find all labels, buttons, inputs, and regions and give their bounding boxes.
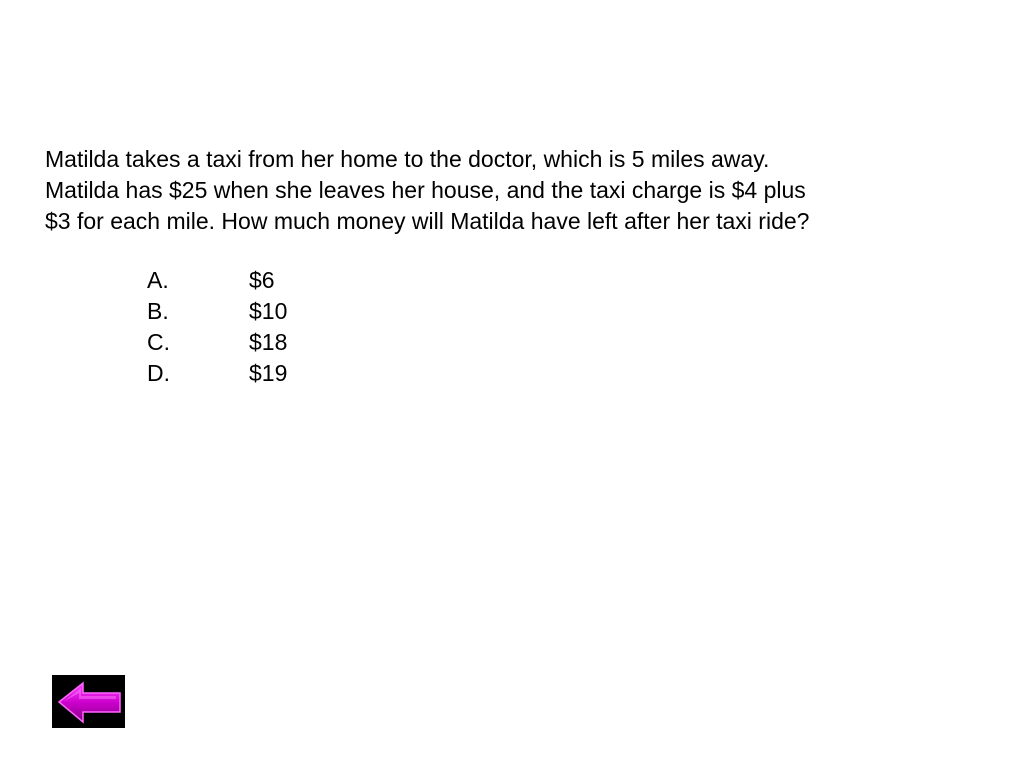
choice-c[interactable]: [147, 327, 287, 358]
question-line: $3 for each mile. How much money will Matilda have left after her taxi ride?: [45, 208, 810, 234]
left-arrow-icon: [52, 675, 125, 728]
question-text: [45, 144, 945, 237]
choice-d[interactable]: [147, 358, 287, 389]
choice-value: $10: [249, 298, 288, 324]
choice-letter: C.: [147, 329, 170, 355]
back-button[interactable]: [52, 675, 125, 728]
choice-letter: A.: [147, 267, 169, 293]
question-line: Matilda takes a taxi from her home to the doctor, which is 5 miles away.: [45, 146, 770, 172]
choice-value: $6: [249, 267, 275, 293]
answer-choices: [147, 265, 287, 389]
choice-b[interactable]: [147, 296, 287, 327]
question-line: Matilda has $25 when she leaves her house, and the taxi charge is $4 plus: [45, 177, 806, 203]
choice-value: $19: [249, 360, 288, 386]
choice-letter: B.: [147, 298, 169, 324]
choice-value: $18: [249, 329, 288, 355]
choice-letter: D.: [147, 360, 170, 386]
choice-a[interactable]: [147, 265, 287, 296]
